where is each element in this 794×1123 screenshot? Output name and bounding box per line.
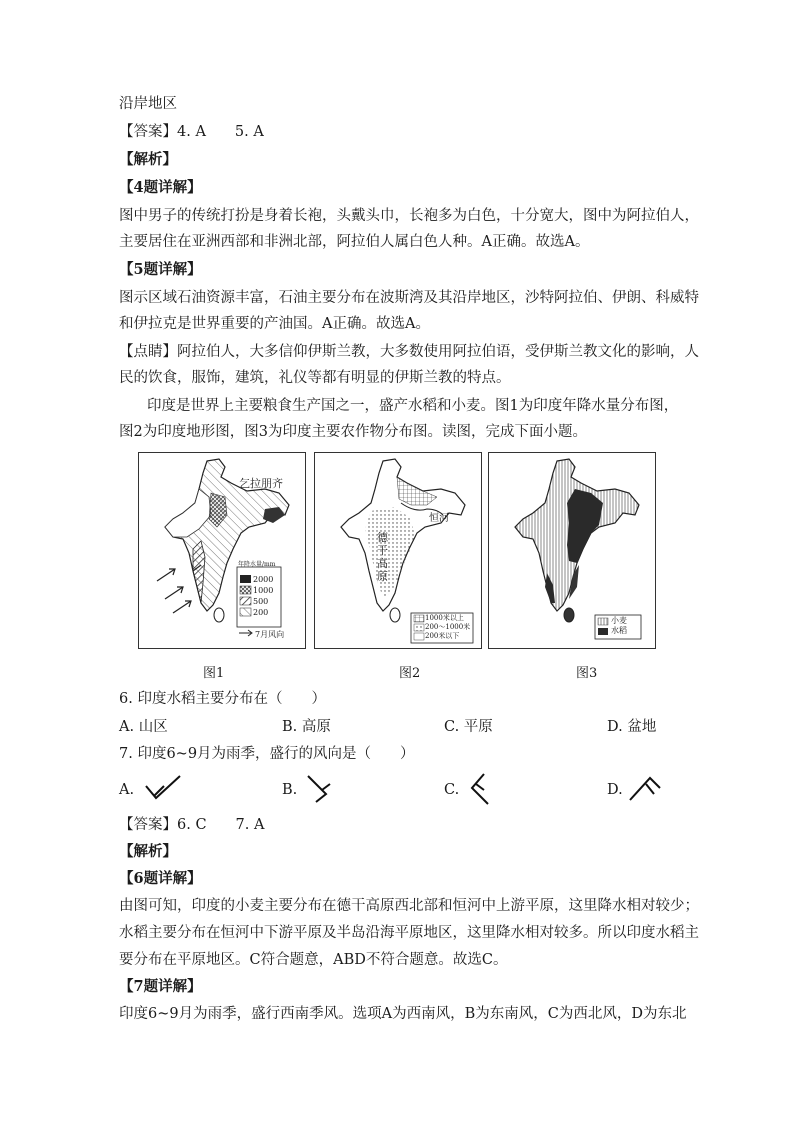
q6-option-b: B. 高原 [282,719,331,735]
wind-barb-northeast-icon [628,772,662,804]
legend-title: 年降水量/mm [238,561,276,568]
q6-option-a: A. 山区 [119,719,168,735]
wind-barb-southeast-icon [304,772,334,804]
label-ganges: 恒河 [429,513,449,524]
text-line: 图中男子的传统打扮是身着长袍，头戴头巾，长袍多为白色，十分宽大，图中为阿拉伯人， [119,208,699,224]
legend-1000: 1000 [253,586,274,595]
text-line: 要分布在平原地区。C符合题意，ABD不符合题意。故选C。 [119,952,508,968]
legend-2000: 2000 [253,575,274,584]
answer-line: 【答案】4. A 5. A [119,124,264,140]
q6-option-d: D. 盆地 [607,719,657,735]
crop-legend [611,616,627,636]
q7-option-d: D. [607,782,623,798]
q7-detail-heading: 【7题详解】 [119,978,202,995]
map-terrain [314,452,482,649]
text-line: 和伊拉克是世界重要的产油国。A正确。故选A。 [119,316,430,332]
legend-wind: 7月风向 [255,630,285,639]
q7-option-a: A. [119,782,135,798]
q6-detail-heading: 【6题详解】 [119,870,202,887]
analysis-heading: 【解析】 [119,151,177,168]
legend-500: 500 [253,597,269,606]
intro-line: 图2为印度地形图，图3为印度主要农作物分布图。读图，完成下面小题。 [119,424,587,440]
map-crops [488,452,656,649]
terrain-legend [425,614,470,641]
map-rainfall [138,452,306,649]
q6-option-c: C. 平原 [444,719,493,735]
map-crops-graphic [489,453,654,647]
label-deccan: 德干高原 [377,531,388,583]
text-line: 由图可知，印度的小麦主要分布在德干高原西北部和恒河中上游平原，这里降水相对较少； [119,898,699,914]
map-figures [138,452,658,652]
legend-wheat: 小麦 [611,616,627,625]
legend-mid: 200～1000米 [425,623,471,631]
q7-option-b: B. [282,782,298,798]
answer-line-2: 【答案】6. C 7. A [119,817,265,833]
analysis-heading-2: 【解析】 [119,843,177,860]
q5-detail-heading: 【5题详解】 [119,261,202,278]
text-line: 印度6~9月为雨季，盛行西南季风。选项A为西南风，B为东南风，C为西北风，D为东北 [119,1006,687,1022]
wind-barb-northwest-icon [466,772,492,806]
legend-200: 200 [253,608,269,617]
label-cherrapunji: 乞拉朋齐 [239,477,283,490]
text-line: 图示区域石油资源丰富，石油主要分布在波斯湾及其沿岸地区，沙特阿拉伯、伊朗、科威特 [119,290,699,306]
legend-values [253,574,273,618]
legend-low: 200米以下 [425,632,460,640]
caption-fig3: 图3 [576,666,598,681]
legend-rice: 水稻 [611,626,627,635]
intro-line: 印度是世界上主要粮食生产国之一，盛产水稻和小麦。图1为印度年降水量分布图， [147,398,679,414]
q7-stem: 7. 印度6~9月为雨季，盛行的风向是（ ） [119,746,415,762]
text-line: 民的饮食，服饰，建筑，礼仪等都有明显的伊斯兰教的特点。 [119,370,511,386]
q4-detail-heading: 【4题详解】 [119,179,202,196]
q7-option-c: C. [444,782,460,798]
text-line: 主要居住在亚洲西部和非洲北部，阿拉伯人属白色人种。A正确。故选A。 [119,234,590,250]
wind-barb-southwest-icon [142,772,186,804]
q6-stem: 6. 印度水稻主要分布在（ ） [119,691,326,707]
caption-fig2: 图2 [399,666,421,681]
tip-line: 【点睛】阿拉伯人，大多信仰伊斯兰教，大多数使用阿拉伯语，受伊斯兰教文化的影响，人 [119,344,699,360]
legend-high: 1000米以上 [425,614,464,622]
text-line: 水稻主要分布在恒河中下游平原及半岛沿海平原地区，这里降水相对较多。所以印度水稻主 [119,925,699,941]
caption-fig1: 图1 [203,666,225,681]
text-line: 沿岸地区 [119,96,177,112]
